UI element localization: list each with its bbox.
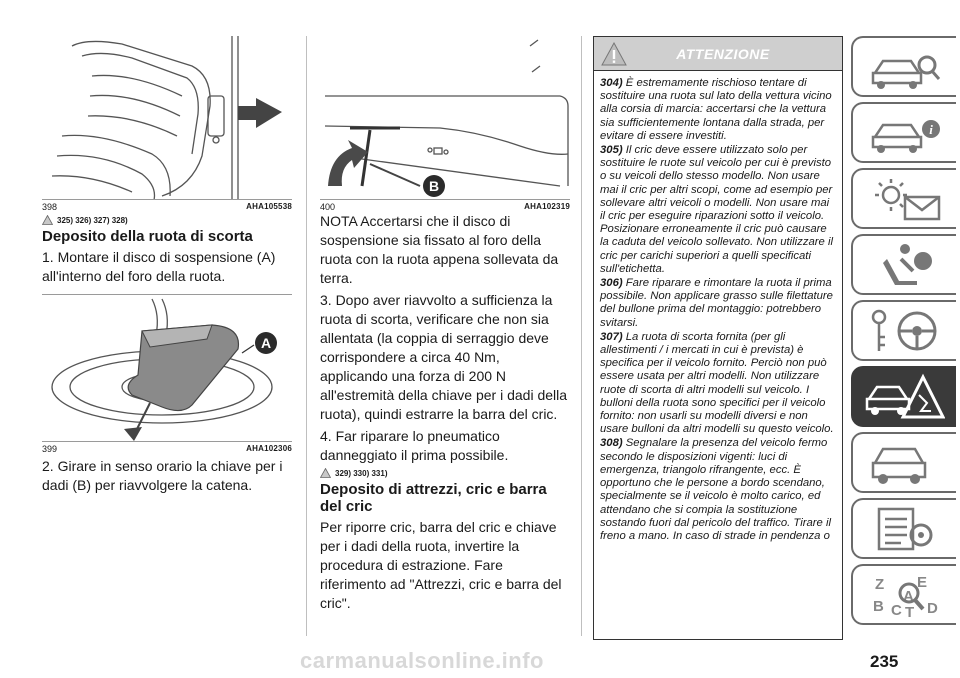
figure-code: AHA105538 bbox=[246, 202, 292, 211]
nota-paragraph: NOTA Accertarsi che il disco di sospensione sia fissato al foro della ruota con la ruota appena sollevata da terra. bbox=[320, 213, 559, 286]
arrow-icon bbox=[238, 98, 282, 128]
attention-note bbox=[600, 144, 836, 276]
section-heading: Deposito della ruota di scorta bbox=[42, 228, 253, 245]
section-heading: Deposito di attrezzi, cric e barra del cric bbox=[320, 481, 547, 515]
warning-lights-mail-icon bbox=[865, 175, 945, 223]
step-3: 3. Dopo aver riavvolto a sufficienza la ruota di scorta, verificare che non sia allentata (la coppia di serraggio deve corrispondere a circa 40 Nm, applicando una forza di 200 N all'estremità della chiave per i dadi della ruota), quindi estrarre la barra del cric. bbox=[320, 292, 568, 422]
figure-399-caption bbox=[42, 444, 292, 454]
warning-triangle-icon bbox=[320, 468, 331, 478]
note-text: È estremamente rischioso tentare di sostituire una ruota sul lato della vettura vicino alla corsia di marcia: accertarsi che la vettura sia sufficientemente lontana dalla strada, per evitare di essere investiti. bbox=[600, 77, 832, 142]
warning-references bbox=[320, 468, 570, 478]
label-a: A bbox=[260, 335, 272, 351]
note-text: Il cric deve essere utilizzato solo per sostituire le ruote sul veicolo per cui è previsto o su veicoli dello stesso modello. Non usare mai il cric per altri scopi, come ad esempio per sollevare altri veicoli o modelli. Non usare mai il cric per eseguire riparazioni sotto il veicolo. Posizionare erroneamente il cric può causare la caduta del veicolo sollevato. Non utilizzare il cric per carichi superiori a quelli specificati sull'etichetta. bbox=[600, 144, 833, 275]
attention-note bbox=[600, 331, 836, 437]
column-left bbox=[42, 36, 292, 495]
column-separator-2 bbox=[581, 36, 582, 636]
attention-note bbox=[600, 437, 836, 543]
column-right bbox=[593, 36, 843, 640]
figure-400-caption bbox=[320, 202, 570, 212]
figure-code: AHA102319 bbox=[524, 202, 570, 211]
alphabetical-index-icon bbox=[865, 571, 945, 619]
index-letter: C bbox=[890, 601, 902, 619]
chapter-tab-9[interactable] bbox=[851, 564, 956, 625]
label-b: B bbox=[428, 178, 440, 194]
step-4: 4. Far riparare lo pneumatico danneggiato il prima possibile. bbox=[320, 428, 509, 463]
svg-text:i: i bbox=[928, 121, 933, 137]
watermark: carmanualsonline.info bbox=[300, 648, 544, 673]
figure-code: AHA102306 bbox=[246, 444, 292, 453]
chapter-tab-5[interactable] bbox=[851, 300, 956, 361]
note-number: 305) bbox=[600, 144, 623, 157]
figure-number: 398 bbox=[42, 202, 58, 212]
index-letter: E bbox=[916, 573, 927, 591]
car-service-icon bbox=[865, 439, 945, 487]
seat-illustration bbox=[42, 36, 292, 200]
figure-400-wrench bbox=[320, 36, 570, 200]
warning-references bbox=[42, 215, 292, 225]
note-number: 307) bbox=[600, 330, 623, 343]
chapter-tab-3[interactable] bbox=[851, 168, 956, 229]
step-1: 1. Montare il disco di sospensione (A) all'interno del foro della ruota. bbox=[42, 249, 276, 284]
page-number: 235 bbox=[870, 652, 899, 671]
car-magnifier-icon bbox=[865, 43, 945, 91]
figure-398-caption bbox=[42, 202, 292, 212]
index-letter: A bbox=[902, 587, 914, 605]
chapter-tab-1[interactable] bbox=[851, 36, 956, 97]
spare-wheel-illustration bbox=[42, 295, 292, 442]
figure-number: 400 bbox=[320, 202, 336, 212]
chapter-tab-6[interactable] bbox=[851, 366, 956, 427]
chapter-tab-8[interactable] bbox=[851, 498, 956, 559]
note-text: Fare riparare e rimontare la ruota il prima possibile. Non applicare grasso sulle filettature del bullone prima del montaggio: potrebbero svitarsi. bbox=[600, 277, 833, 329]
column-middle bbox=[320, 36, 570, 613]
step-2: 2. Girare in senso orario la chiave per i dadi (B) per riavvolgere la catena. bbox=[42, 458, 283, 493]
key-steering-wheel-icon bbox=[865, 307, 945, 355]
reference-numbers: 325) 326) 327) 328) bbox=[57, 215, 128, 225]
attention-note bbox=[600, 77, 836, 143]
note-number: 306) bbox=[600, 277, 623, 290]
note-number: 304) bbox=[600, 77, 623, 89]
figure-399-disc bbox=[42, 294, 292, 442]
note-text: La ruota di scorta fornita (per gli allestimenti / i mercati in cui è prevista) è specifica per il veicolo fornito. Perciò non può essere usata per altri modelli. Non utilizzare ruote di scorta di altri modelli sul veicolo. I bulloni della ruota sono specifici per il veicolo fornito: non usarli su modelli diversi e non usare bulloni da altri modelli su questo veicolo. bbox=[600, 330, 834, 436]
index-letter: D bbox=[926, 599, 938, 617]
warning-triangle-icon bbox=[42, 215, 53, 225]
attention-box bbox=[593, 36, 843, 640]
attention-notes bbox=[594, 71, 842, 543]
chapter-tab-2[interactable] bbox=[851, 102, 956, 163]
attention-title: ATTENZIONE bbox=[676, 45, 770, 62]
index-letter: T bbox=[904, 603, 914, 619]
attention-header bbox=[594, 37, 842, 71]
note-number: 308) bbox=[600, 437, 623, 450]
chapter-tab-4[interactable] bbox=[851, 234, 956, 295]
airbag-seat-icon bbox=[865, 241, 945, 289]
storage-paragraph: Per riporre cric, barra del cric e chiave per i dadi della ruota, invertire la procedura di estrazione. Fare riferimento ad "Attrezzi, cric e barra del cric". bbox=[320, 519, 562, 611]
wrench-illustration bbox=[320, 36, 570, 200]
index-letter: Z bbox=[874, 575, 884, 593]
column-separator-1 bbox=[306, 36, 307, 636]
figure-number: 399 bbox=[42, 444, 58, 454]
figure-398-seat bbox=[42, 36, 292, 200]
technical-specs-icon bbox=[865, 505, 945, 553]
note-text: Segnalare la presenza del veicolo fermo secondo le disposizioni vigenti: luci di emergenza, triangolo rifrangente, ecc. È opportuno che le persone a bordo scendano, specialmente se il veicolo è molto carico, ed attendano che si compia la sostituzione sostando fuori dal pericolo del traffico. Tirare il freno a mano. In caso di strade in pendenza o bbox=[600, 437, 831, 542]
warning-triangle-icon bbox=[601, 42, 627, 66]
car-breakdown-warning-icon bbox=[865, 373, 945, 421]
car-info-icon bbox=[865, 109, 945, 157]
index-letter: B bbox=[872, 597, 884, 615]
chapter-tab-7[interactable] bbox=[851, 432, 956, 493]
attention-note bbox=[600, 277, 836, 330]
reference-numbers: 329) 330) 331) bbox=[335, 468, 388, 478]
